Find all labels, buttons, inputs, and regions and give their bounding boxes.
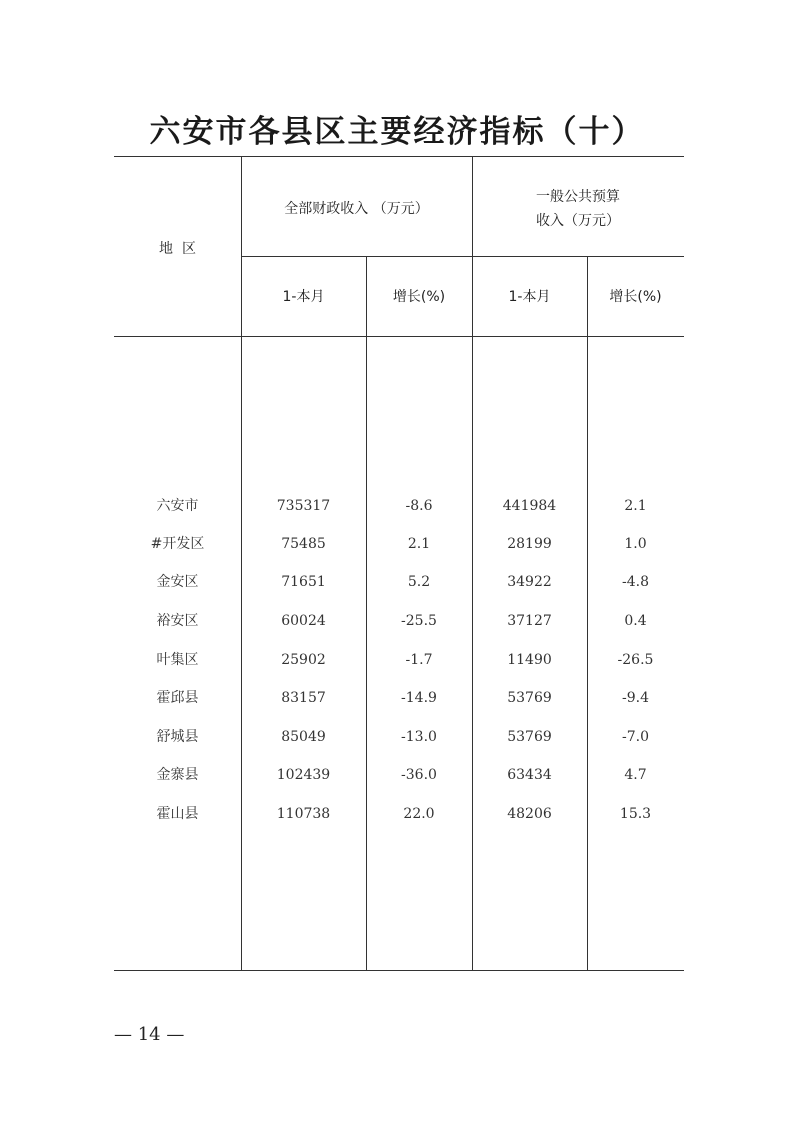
cell-fiscal-total: 85049	[281, 729, 326, 745]
cell-fiscal-total: 83157	[281, 690, 326, 706]
cell-region: 叶集区	[156, 652, 199, 668]
cell-budget-total: 53769	[507, 729, 552, 745]
cell-budget-growth: -7.0	[622, 729, 649, 745]
header-total-fiscal-revenue: 全部财政收入 （万元）	[284, 201, 429, 217]
cell-fiscal-growth: -36.0	[401, 767, 437, 783]
subheader-growth: 增长(%)	[609, 289, 662, 305]
economic-indicators-table	[114, 156, 684, 970]
cell-budget-total: 11490	[507, 652, 552, 668]
table-row	[114, 765, 684, 785]
table-row	[114, 534, 684, 554]
table-row	[114, 804, 684, 824]
page-title: 六安市各县区主要经济指标（十）	[149, 114, 645, 150]
table-row	[114, 727, 684, 747]
cell-region: 六安市	[156, 498, 199, 514]
cell-fiscal-growth: -13.0	[401, 729, 437, 745]
cell-region: 金安区	[156, 574, 199, 590]
cell-fiscal-total: 60024	[281, 613, 326, 629]
cell-budget-total: 63434	[507, 767, 552, 783]
cell-region: 霍山县	[156, 806, 199, 822]
table-bottom-rule	[114, 970, 684, 971]
cell-fiscal-growth: 2.1	[407, 536, 431, 552]
cell-fiscal-growth: -25.5	[401, 613, 437, 629]
cell-budget-growth: 2.1	[624, 498, 647, 514]
table-row	[114, 611, 684, 631]
header-general-budget-line2: 收入（万元）	[536, 213, 620, 229]
table-row	[114, 650, 684, 670]
cell-budget-growth: 1.0	[624, 536, 647, 552]
table-top-rule	[114, 156, 684, 157]
column-divider	[472, 156, 473, 970]
subheader-cumulative: 1-本月	[282, 289, 325, 305]
cell-fiscal-total: 25902	[281, 652, 326, 668]
cell-fiscal-total: 102439	[276, 767, 331, 783]
column-divider	[241, 156, 242, 970]
page-number: — 14 —	[114, 1024, 185, 1045]
cell-budget-total: 37127	[507, 613, 552, 629]
cell-fiscal-total: 110738	[276, 806, 331, 822]
header-region: 地 区	[159, 241, 196, 257]
cell-budget-growth: 4.7	[624, 767, 647, 783]
cell-fiscal-growth: 5.2	[407, 574, 431, 590]
cell-fiscal-total: 75485	[281, 536, 326, 552]
cell-budget-growth: 0.4	[624, 613, 647, 629]
cell-budget-growth: -9.4	[622, 690, 649, 706]
cell-budget-growth: -26.5	[617, 652, 654, 668]
cell-fiscal-growth: 22.0	[403, 806, 435, 822]
subheader-growth: 增长(%)	[392, 289, 446, 305]
cell-budget-total: 48206	[507, 806, 552, 822]
cell-region: #开发区	[150, 536, 205, 552]
cell-budget-total: 441984	[502, 498, 557, 514]
header-mid-rule	[241, 256, 684, 257]
cell-budget-growth: 15.3	[619, 806, 652, 822]
cell-budget-total: 53769	[507, 690, 552, 706]
cell-fiscal-total: 71651	[281, 574, 326, 590]
cell-region: 裕安区	[156, 613, 199, 629]
cell-region: 金寨县	[156, 767, 199, 783]
table-row	[114, 496, 684, 516]
subheader-cumulative: 1-本月	[508, 289, 551, 305]
header-general-budget-line1: 一般公共预算	[536, 189, 620, 205]
cell-region: 霍邱县	[156, 690, 199, 706]
header-bottom-rule	[114, 336, 684, 337]
cell-fiscal-growth: -1.7	[405, 652, 433, 668]
cell-region: 舒城县	[156, 729, 199, 745]
table-row	[114, 688, 684, 708]
cell-budget-growth: -4.8	[622, 574, 649, 590]
cell-fiscal-growth: -14.9	[401, 690, 437, 706]
cell-fiscal-total: 735317	[276, 498, 331, 514]
cell-budget-total: 34922	[507, 574, 552, 590]
cell-budget-total: 28199	[507, 536, 552, 552]
cell-fiscal-growth: -8.6	[405, 498, 433, 514]
table-row	[114, 572, 684, 592]
